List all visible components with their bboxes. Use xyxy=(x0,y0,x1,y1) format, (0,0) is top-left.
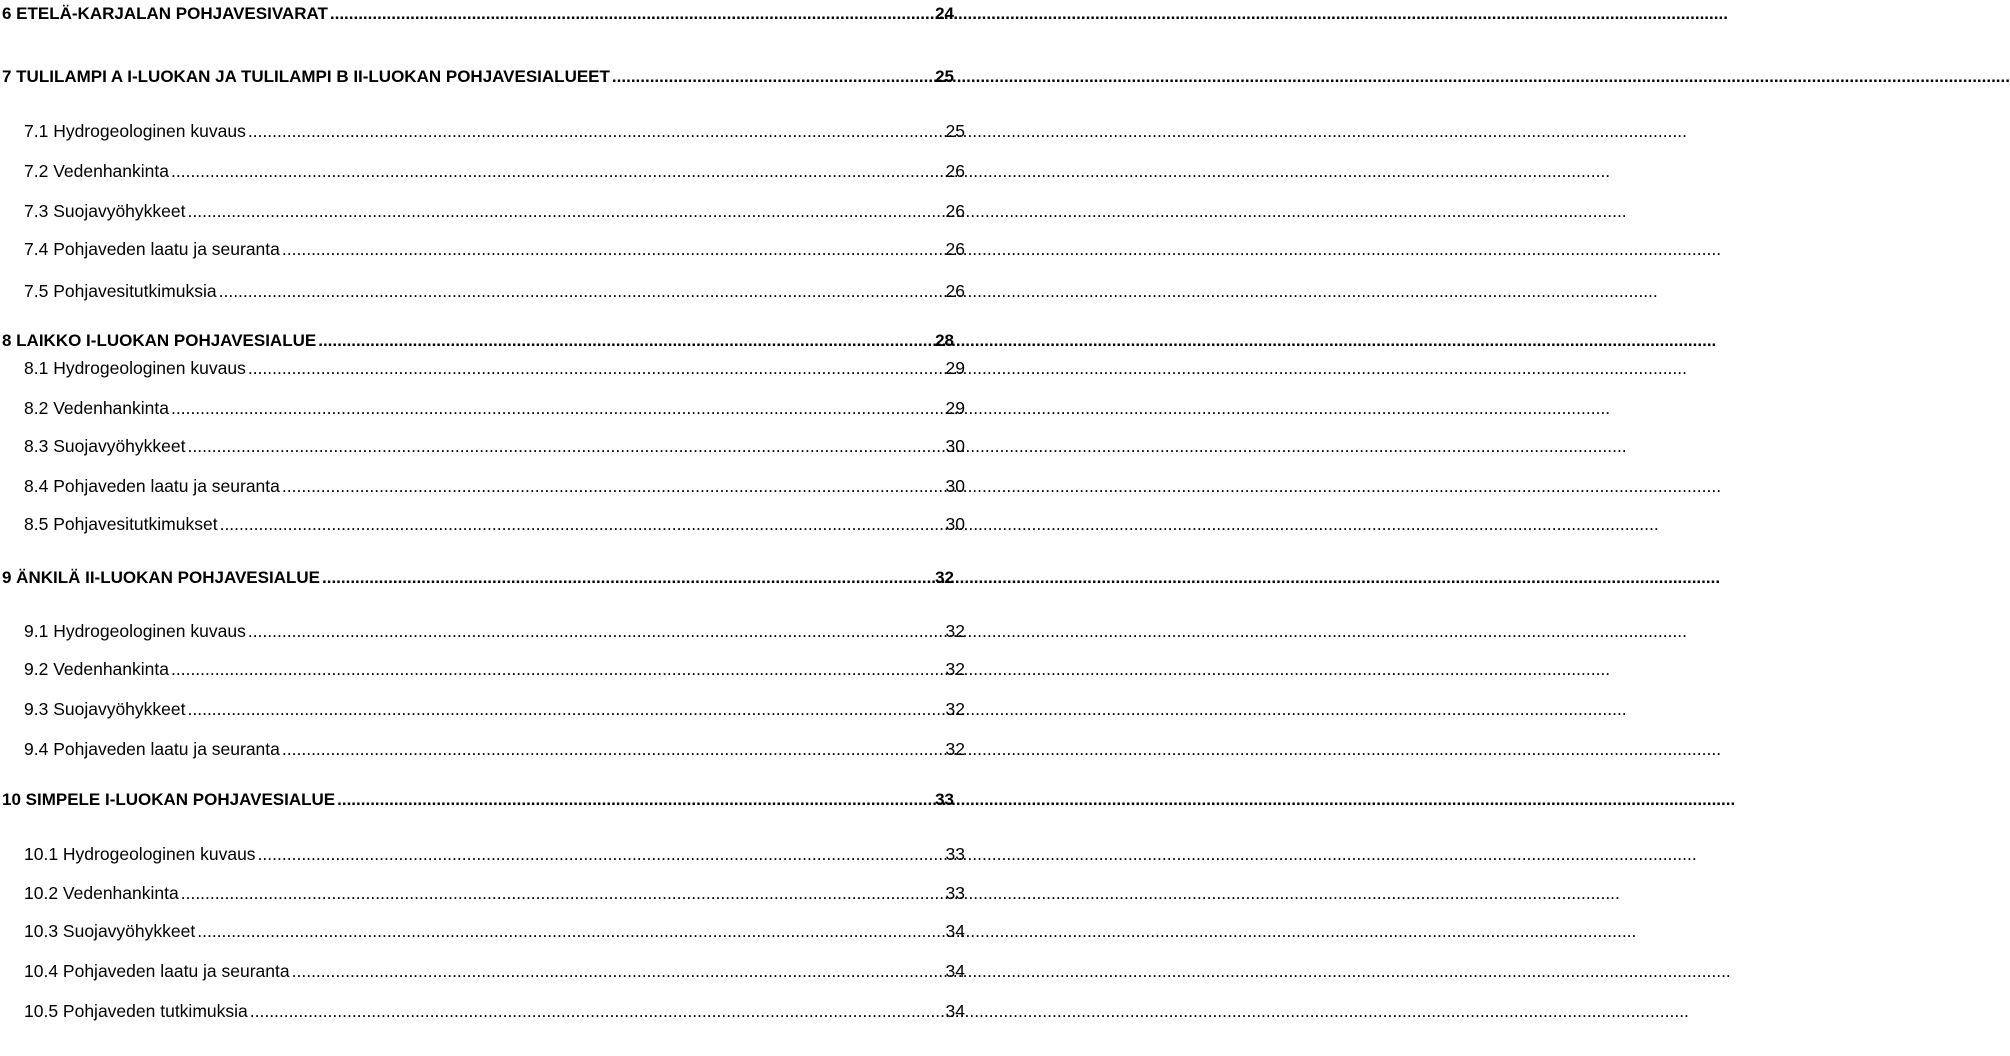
toc-entry[interactable] xyxy=(2,566,954,590)
dot-leader xyxy=(258,842,944,866)
toc-entry[interactable] xyxy=(24,842,965,866)
toc-entry-label: 10.3 Suojavyöhykkeet xyxy=(24,921,196,941)
toc-entry-page: 26 xyxy=(945,161,965,181)
dot-leader xyxy=(188,434,944,458)
dot-leader xyxy=(337,788,933,812)
toc-entry-label: 7.2 Vedenhankinta xyxy=(24,161,169,181)
toc-entry-label: 6 ETELÄ-KARJALAN POHJAVESIVARAT xyxy=(2,4,328,23)
dot-leader xyxy=(171,159,944,183)
toc-entry-page: 29 xyxy=(945,358,965,378)
toc-entry-label: 8.3 Suojavyöhykkeet xyxy=(24,436,186,456)
dot-leader xyxy=(282,237,944,261)
toc-entry[interactable] xyxy=(24,279,965,303)
dot-leader xyxy=(220,512,944,536)
toc-entry[interactable] xyxy=(24,959,965,983)
dot-leader xyxy=(248,356,944,380)
toc-entry-page: 26 xyxy=(945,281,965,301)
toc-entry-label: 7.3 Suojavyöhykkeet xyxy=(24,201,186,221)
toc-entry-label: 8.2 Vedenhankinta xyxy=(24,398,169,418)
dot-leader xyxy=(282,737,944,761)
toc-entry-page: 32 xyxy=(945,621,965,641)
toc-entry[interactable] xyxy=(24,881,965,905)
toc-entry-page: 34 xyxy=(945,921,965,941)
dot-leader xyxy=(330,2,933,26)
dot-leader xyxy=(188,697,944,721)
toc-entry-label: 10.4 Pohjaveden laatu ja seuranta xyxy=(24,961,290,981)
toc-entry[interactable] xyxy=(2,2,954,26)
toc-entry[interactable] xyxy=(24,159,965,183)
toc-entry-page: 29 xyxy=(945,398,965,418)
toc-entry-page: 34 xyxy=(945,1001,965,1021)
toc-entry[interactable] xyxy=(24,919,965,943)
toc-entry-page: 34 xyxy=(945,961,965,981)
toc-entry-label: 8.1 Hydrogeologinen kuvaus xyxy=(24,358,246,378)
toc-entry-label: 8 LAIKKO I-LUOKAN POHJAVESIALUE xyxy=(2,331,317,350)
toc-entry[interactable] xyxy=(24,737,965,761)
toc-entry-label: 9 ÄNKILÄ II-LUOKAN POHJAVESIALUE xyxy=(2,568,320,587)
dot-leader xyxy=(250,999,944,1023)
dot-leader xyxy=(248,619,944,643)
toc-entry[interactable] xyxy=(2,329,954,353)
toc-entry[interactable] xyxy=(24,999,965,1023)
toc-entry-page: 32 xyxy=(945,699,965,719)
dot-leader xyxy=(612,65,933,89)
dot-leader xyxy=(322,566,933,590)
toc-entry-page: 26 xyxy=(945,201,965,221)
toc-entry[interactable] xyxy=(24,434,965,458)
toc-entry-label: 9.2 Vedenhankinta xyxy=(24,659,169,679)
toc-entry-label: 9.1 Hydrogeologinen kuvaus xyxy=(24,621,246,641)
toc-entry-page: 32 xyxy=(945,739,965,759)
toc-entry-page: 30 xyxy=(945,436,965,456)
toc-entry[interactable] xyxy=(2,65,954,89)
toc-entry-label: 9.3 Suojavyöhykkeet xyxy=(24,699,186,719)
dot-leader xyxy=(248,119,944,143)
table-of-contents xyxy=(0,0,965,1056)
dot-leader xyxy=(292,959,944,983)
toc-entry-page: 26 xyxy=(945,239,965,259)
dot-leader xyxy=(282,474,944,498)
toc-entry-page: 30 xyxy=(945,476,965,496)
toc-entry-label: 10 SIMPELE I-LUOKAN POHJAVESIALUE xyxy=(2,790,336,809)
toc-entry[interactable] xyxy=(24,512,965,536)
toc-entry-label: 10.2 Vedenhankinta xyxy=(24,883,179,903)
dot-leader xyxy=(171,657,944,681)
toc-entry[interactable] xyxy=(24,619,965,643)
toc-entry[interactable] xyxy=(24,237,965,261)
dot-leader xyxy=(188,199,944,223)
dot-leader xyxy=(181,881,944,905)
toc-entry-page: 33 xyxy=(935,790,954,809)
toc-entry[interactable] xyxy=(24,657,965,681)
dot-leader xyxy=(171,396,944,420)
toc-entry-label: 10.5 Pohjaveden tutkimuksia xyxy=(24,1001,248,1021)
toc-entry-label: 7.5 Pohjavesitutkimuksia xyxy=(24,281,217,301)
toc-entry-page: 33 xyxy=(945,883,965,903)
toc-entry-label: 9.4 Pohjaveden laatu ja seuranta xyxy=(24,739,280,759)
toc-entry-page: 30 xyxy=(945,514,965,534)
toc-entry-page: 25 xyxy=(935,67,954,86)
toc-entry[interactable] xyxy=(24,199,965,223)
toc-entry-page: 28 xyxy=(935,331,954,350)
toc-entry-label: 7.4 Pohjaveden laatu ja seuranta xyxy=(24,239,280,259)
toc-entry[interactable] xyxy=(24,474,965,498)
toc-entry[interactable] xyxy=(24,356,965,380)
dot-leader xyxy=(219,279,944,303)
toc-entry-page: 25 xyxy=(945,121,965,141)
toc-entry-page: 32 xyxy=(935,568,954,587)
toc-entry[interactable] xyxy=(2,788,954,812)
toc-entry-label: 7.1 Hydrogeologinen kuvaus xyxy=(24,121,246,141)
toc-entry-label: 7 TULILAMPI A I-LUOKAN JA TULILAMPI B II-LUOKAN POHJAVESIALUEET xyxy=(2,67,610,86)
toc-entry[interactable] xyxy=(24,119,965,143)
dot-leader xyxy=(318,329,933,353)
toc-entry[interactable] xyxy=(24,697,965,721)
toc-entry-label: 8.5 Pohjavesitutkimukset xyxy=(24,514,218,534)
toc-entry-page: 32 xyxy=(945,659,965,679)
dot-leader xyxy=(197,919,943,943)
toc-entry[interactable] xyxy=(24,396,965,420)
toc-entry-page: 33 xyxy=(945,844,965,864)
toc-entry-label: 8.4 Pohjaveden laatu ja seuranta xyxy=(24,476,280,496)
toc-entry-label: 10.1 Hydrogeologinen kuvaus xyxy=(24,844,256,864)
toc-entry-page: 24 xyxy=(935,4,954,23)
